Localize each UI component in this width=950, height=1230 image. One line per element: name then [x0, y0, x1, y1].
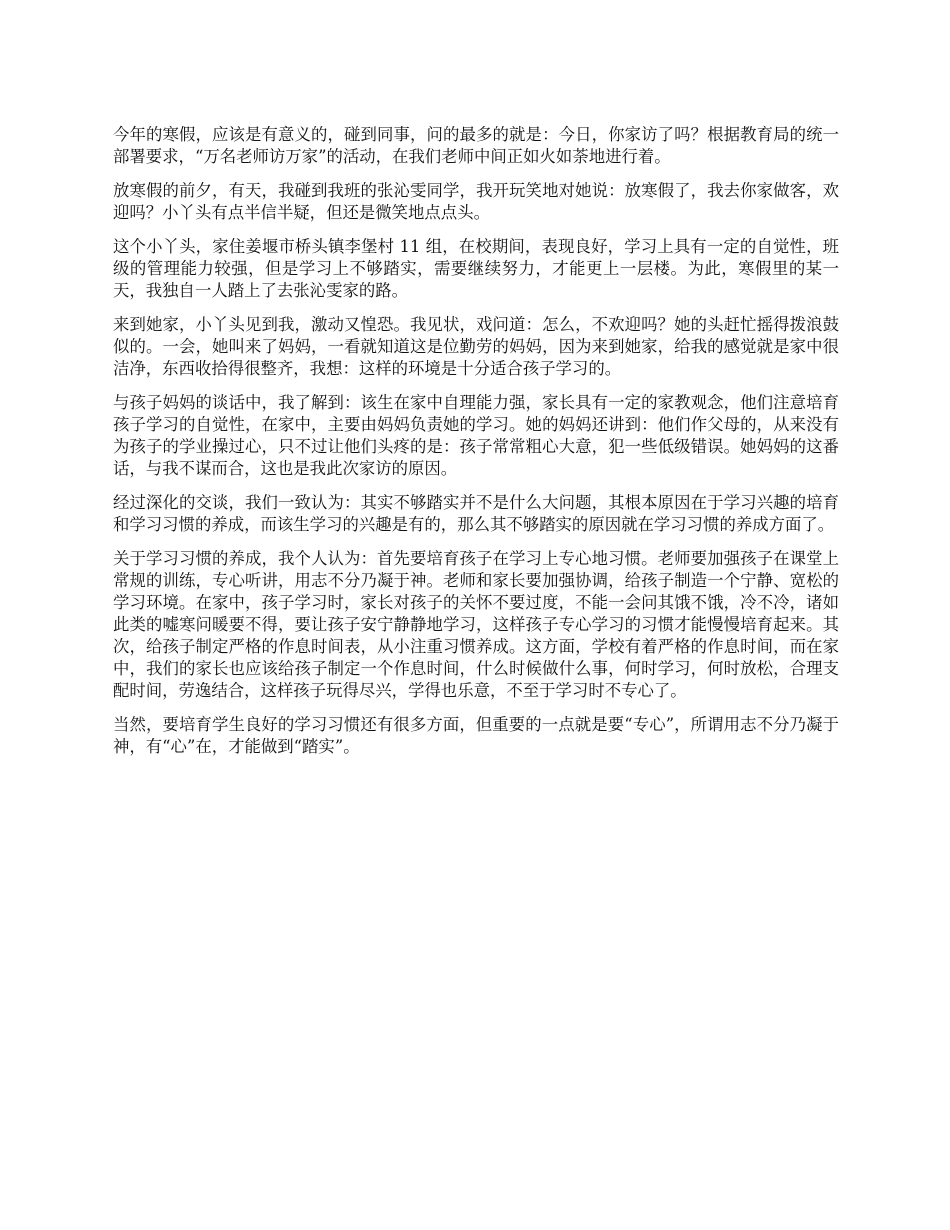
- paragraph-8: 当然，要培育学生良好的学习习惯还有很多方面，但重要的一点就是要“专心”，所谓用志不分乃凝于神，有“心”在，才能做到“踏实”。: [113, 715, 839, 756]
- paragraph-5: 与孩子妈妈的谈话中，我了解到：该生在家中自理能力强，家长具有一定的家教观念，他们注意培育孩子学习的自觉性，在家中，主要由妈妈负责她的学习。她的妈妈还讲到：他们作父母的，从来没有为孩子的学业操过心，只不过让他们头疼的是：孩子常常粗心大意，犯一些低级错误。她妈妈的这番话，与我不谋而合，这也是我此次家访的原因。: [113, 393, 839, 478]
- paragraph-1: 今年的寒假，应该是有意义的，碰到同事，问的最多的就是：今日，你家访了吗？根据教育局的统一部署要求，“万名老师访万家”的活动，在我们老师中间正如火如荼地进行着。: [113, 125, 839, 166]
- document-body: [113, 124, 839, 770]
- paragraph-3: 这个小丫头，家住姜堰市桥头镇李堡村 11 组，在校期间，表现良好，学习上具有一定的自觉性，班级的管理能力较强，但是学习上不够踏实，需要继续努力，才能更上一层楼。为此，寒假里的某一天，我独自一人踏上了去张沁雯家的路。: [113, 237, 839, 300]
- paragraph-4: 来到她家，小丫头见到我，激动又惶恐。我见状，戏问道：怎么，不欢迎吗？她的头赶忙摇得拨浪鼓似的。一会，她叫来了妈妈，一看就知道这是位勤劳的妈妈，因为来到她家，给我的感觉就是家中很洁净，东西收拾得很整齐，我想：这样的环境是十分适合孩子学习的。: [113, 315, 839, 378]
- paragraph-2: 放寒假的前夕，有天，我碰到我班的张沁雯同学，我开玩笑地对她说：放寒假了，我去你家做客，欢迎吗？小丫头有点半信半疑，但还是微笑地点点头。: [113, 181, 839, 222]
- paragraph-7: 关于学习习惯的养成，我个人认为：首先要培育孩子在学习上专心地习惯。老师要加强孩子在课堂上常规的训练，专心听讲，用志不分乃凝于神。老师和家长要加强协调，给孩子制造一个宁静、宽松的学习环境。在家中，孩子学习时，家长对孩子的关怀不要过度，不能一会问其饿不饿，冷不冷，诸如此类的嘘寒问暖要不得，要让孩子安宁静静地学习，这样孩子专心学习的习惯才能慢慢培育起来。其次，给孩子制定严格的作息时间表，从小注重习惯养成。这方面，学校有着严格的作息时间，而在家中，我们的家长也应该给孩子制定一个作息时间，什么时候做什么事，何时学习，何时放松，合理支配时间，劳逸结合，这样孩子玩得尽兴，学得也乐意，不至于学习时不专心了。: [113, 549, 839, 700]
- paragraph-6: 经过深化的交谈，我们一致认为：其实不够踏实并不是什么大问题，其根本原因在于学习兴趣的培育和学习习惯的养成，而该生学习的兴趣是有的，那么其不够踏实的原因就在学习习惯的养成方面了。: [113, 493, 839, 534]
